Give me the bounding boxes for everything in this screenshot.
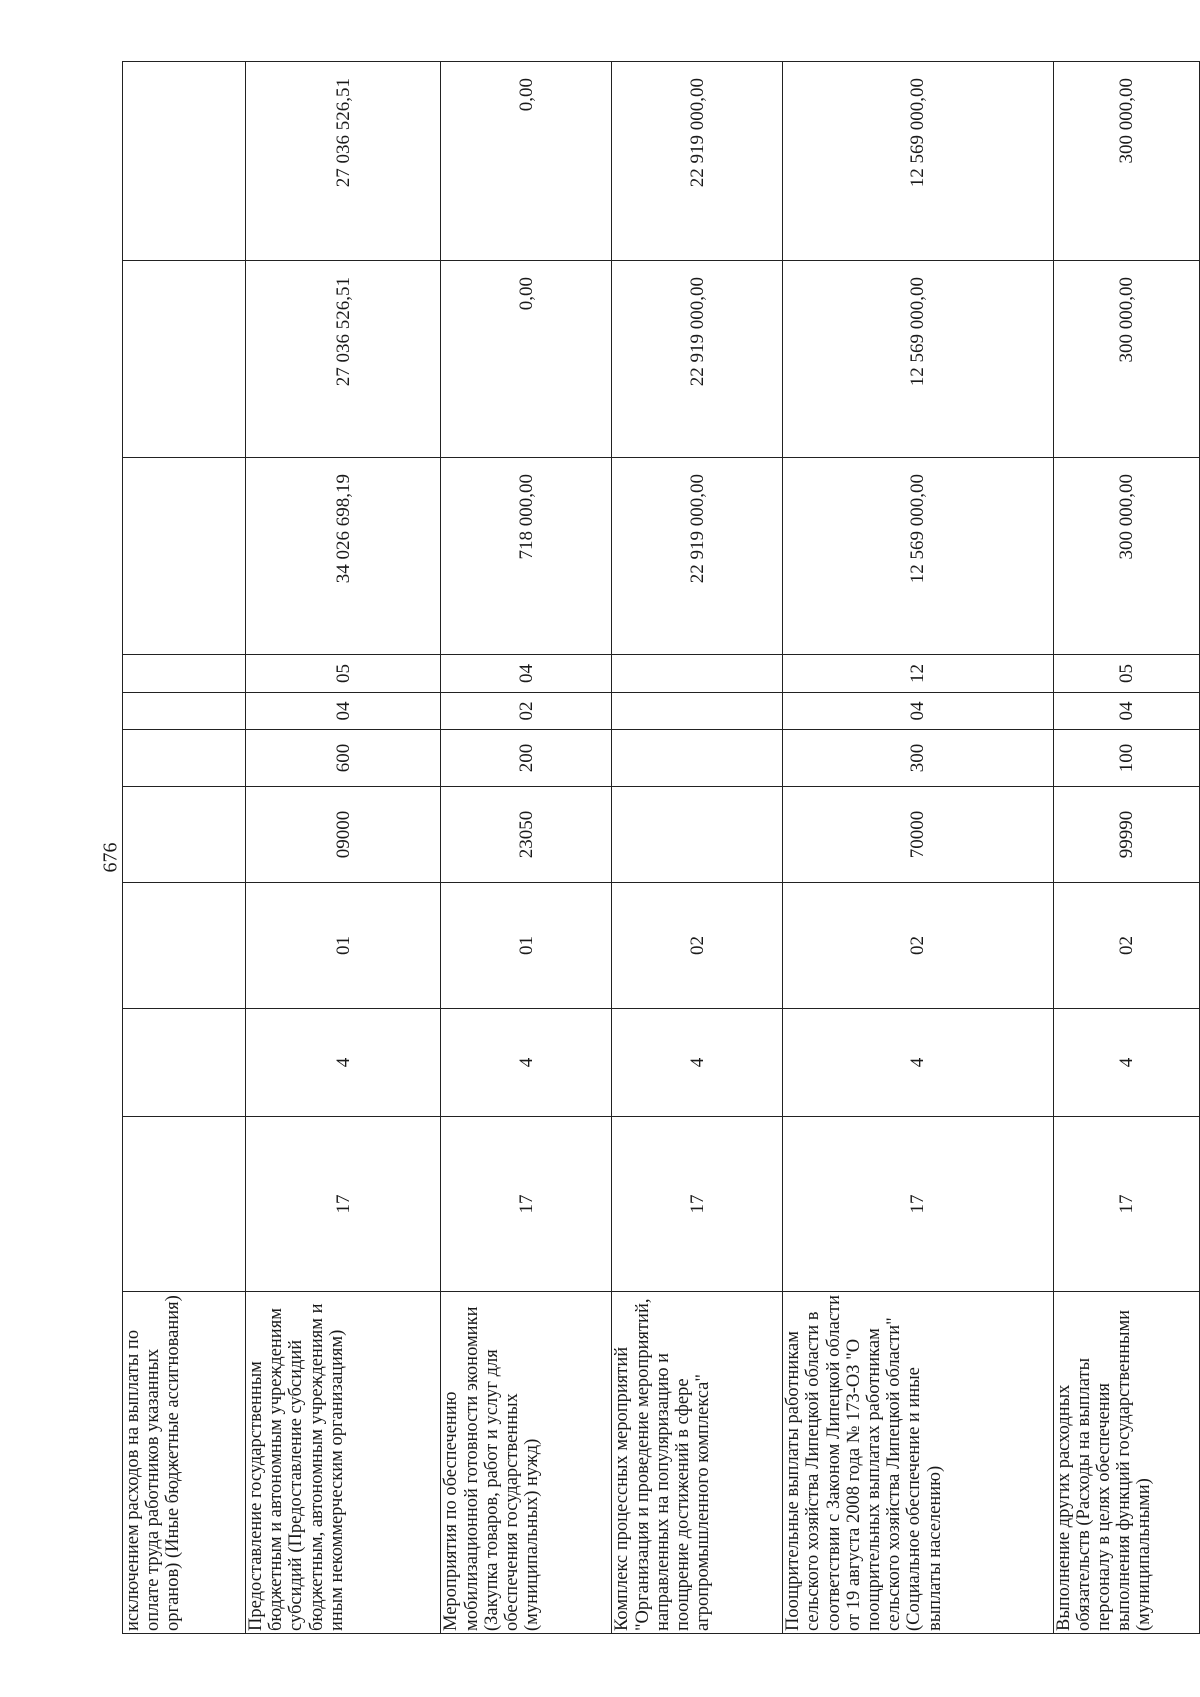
code-cell <box>612 693 783 730</box>
code-cell <box>612 730 783 787</box>
code-cell: 01 <box>245 883 440 1009</box>
code-cell: 17 <box>1053 1117 1199 1292</box>
code-cell: 100 <box>1053 730 1199 787</box>
amount-cell: 300 000,00 <box>1053 261 1199 458</box>
code-cell: 05 <box>245 655 440 693</box>
code-cell: 4 <box>1053 1009 1199 1117</box>
code-cell: 4 <box>612 1009 783 1117</box>
code-cell: 4 <box>441 1009 612 1117</box>
code-cell: 04 <box>245 693 440 730</box>
code-cell <box>123 730 246 787</box>
table-row <box>783 62 1053 1634</box>
code-cell <box>123 1009 246 1117</box>
row-description: Выполнение других расходных обязательств (Расходы на выплаты персоналу в целях обеспечения выполнения функций государственными (муниципальными) <box>1053 1292 1199 1634</box>
code-cell: 70000 <box>783 787 1053 883</box>
amount-cell: 718 000,00 <box>441 458 612 655</box>
amount-cell: 27 036 526,51 <box>245 62 440 261</box>
code-cell: 02 <box>783 883 1053 1009</box>
code-cell: 23050 <box>441 787 612 883</box>
page-number: 676 <box>99 842 122 873</box>
amount-cell: 12 569 000,00 <box>783 62 1053 261</box>
row-description: Мероприятия по обеспечению мобилизационной готовности экономики (Закупка товаров, работ и услуг для обеспечения государственных (муниципальных) нужд) <box>441 1292 612 1634</box>
code-cell: 04 <box>441 655 612 693</box>
code-cell <box>123 655 246 693</box>
amount-cell: 300 000,00 <box>1053 458 1199 655</box>
code-cell: 01 <box>441 883 612 1009</box>
amount-cell: 0,00 <box>441 261 612 458</box>
code-cell: 02 <box>612 883 783 1009</box>
code-cell: 200 <box>441 730 612 787</box>
code-cell <box>123 883 246 1009</box>
amount-cell: 22 919 000,00 <box>612 261 783 458</box>
amount-cell: 300 000,00 <box>1053 62 1199 261</box>
code-cell: 04 <box>783 693 1053 730</box>
code-cell: 17 <box>783 1117 1053 1292</box>
row-description: Предоставление государственным бюджетным и автономным учреждениям субсидий (Предоставление субсидий бюджетным, автономным учреждениям и иным некоммерческим организациям) <box>245 1292 440 1634</box>
code-cell: 02 <box>441 693 612 730</box>
rotated-table-wrapper <box>122 62 1200 1634</box>
code-cell <box>612 787 783 883</box>
amount-cell <box>123 62 246 261</box>
row-description: Поощрительные выплаты работникам сельского хозяйства Липецкой области в соответствии с Законом Липецкой области от 19 августа 2008 года № 173-ОЗ "О поощрительных выплатах работникам сельского хозяйства Липецкой области" (Социальное обеспечение и иные выплаты населению) <box>783 1292 1053 1634</box>
code-cell: 300 <box>783 730 1053 787</box>
row-description: Комплекс процессных мероприятий "Организация и проведение мероприятий, направленных на популяризацию и поощрение достижений в сфере агропромышленного комплекса" <box>612 1292 783 1634</box>
code-cell: 12 <box>783 655 1053 693</box>
code-cell: 05 <box>1053 655 1199 693</box>
code-cell <box>612 655 783 693</box>
code-cell: 4 <box>245 1009 440 1117</box>
table-row <box>123 62 246 1634</box>
code-cell: 4 <box>783 1009 1053 1117</box>
amount-cell: 34 026 698,19 <box>245 458 440 655</box>
table-row <box>1053 62 1199 1634</box>
code-cell: 17 <box>441 1117 612 1292</box>
code-cell: 02 <box>1053 883 1199 1009</box>
amount-cell: 12 569 000,00 <box>783 261 1053 458</box>
amount-cell: 0,00 <box>441 62 612 261</box>
code-cell <box>123 787 246 883</box>
row-description: исключением расходов на выплаты по оплате труда работников указанных органов) (Иные бюджетные ассигнования) <box>123 1292 246 1634</box>
code-cell: 99990 <box>1053 787 1199 883</box>
code-cell: 17 <box>612 1117 783 1292</box>
code-cell <box>123 1117 246 1292</box>
code-cell: 09000 <box>245 787 440 883</box>
budget-table <box>122 61 1200 1634</box>
code-cell <box>123 693 246 730</box>
amount-cell: 27 036 526,51 <box>245 261 440 458</box>
code-cell: 17 <box>245 1117 440 1292</box>
amount-cell: 22 919 000,00 <box>612 458 783 655</box>
amount-cell <box>123 458 246 655</box>
amount-cell: 22 919 000,00 <box>612 62 783 261</box>
amount-cell: 12 569 000,00 <box>783 458 1053 655</box>
table-row <box>245 62 440 1634</box>
code-cell: 600 <box>245 730 440 787</box>
table-row <box>441 62 612 1634</box>
table-row <box>612 62 783 1634</box>
amount-cell <box>123 261 246 458</box>
code-cell: 04 <box>1053 693 1199 730</box>
